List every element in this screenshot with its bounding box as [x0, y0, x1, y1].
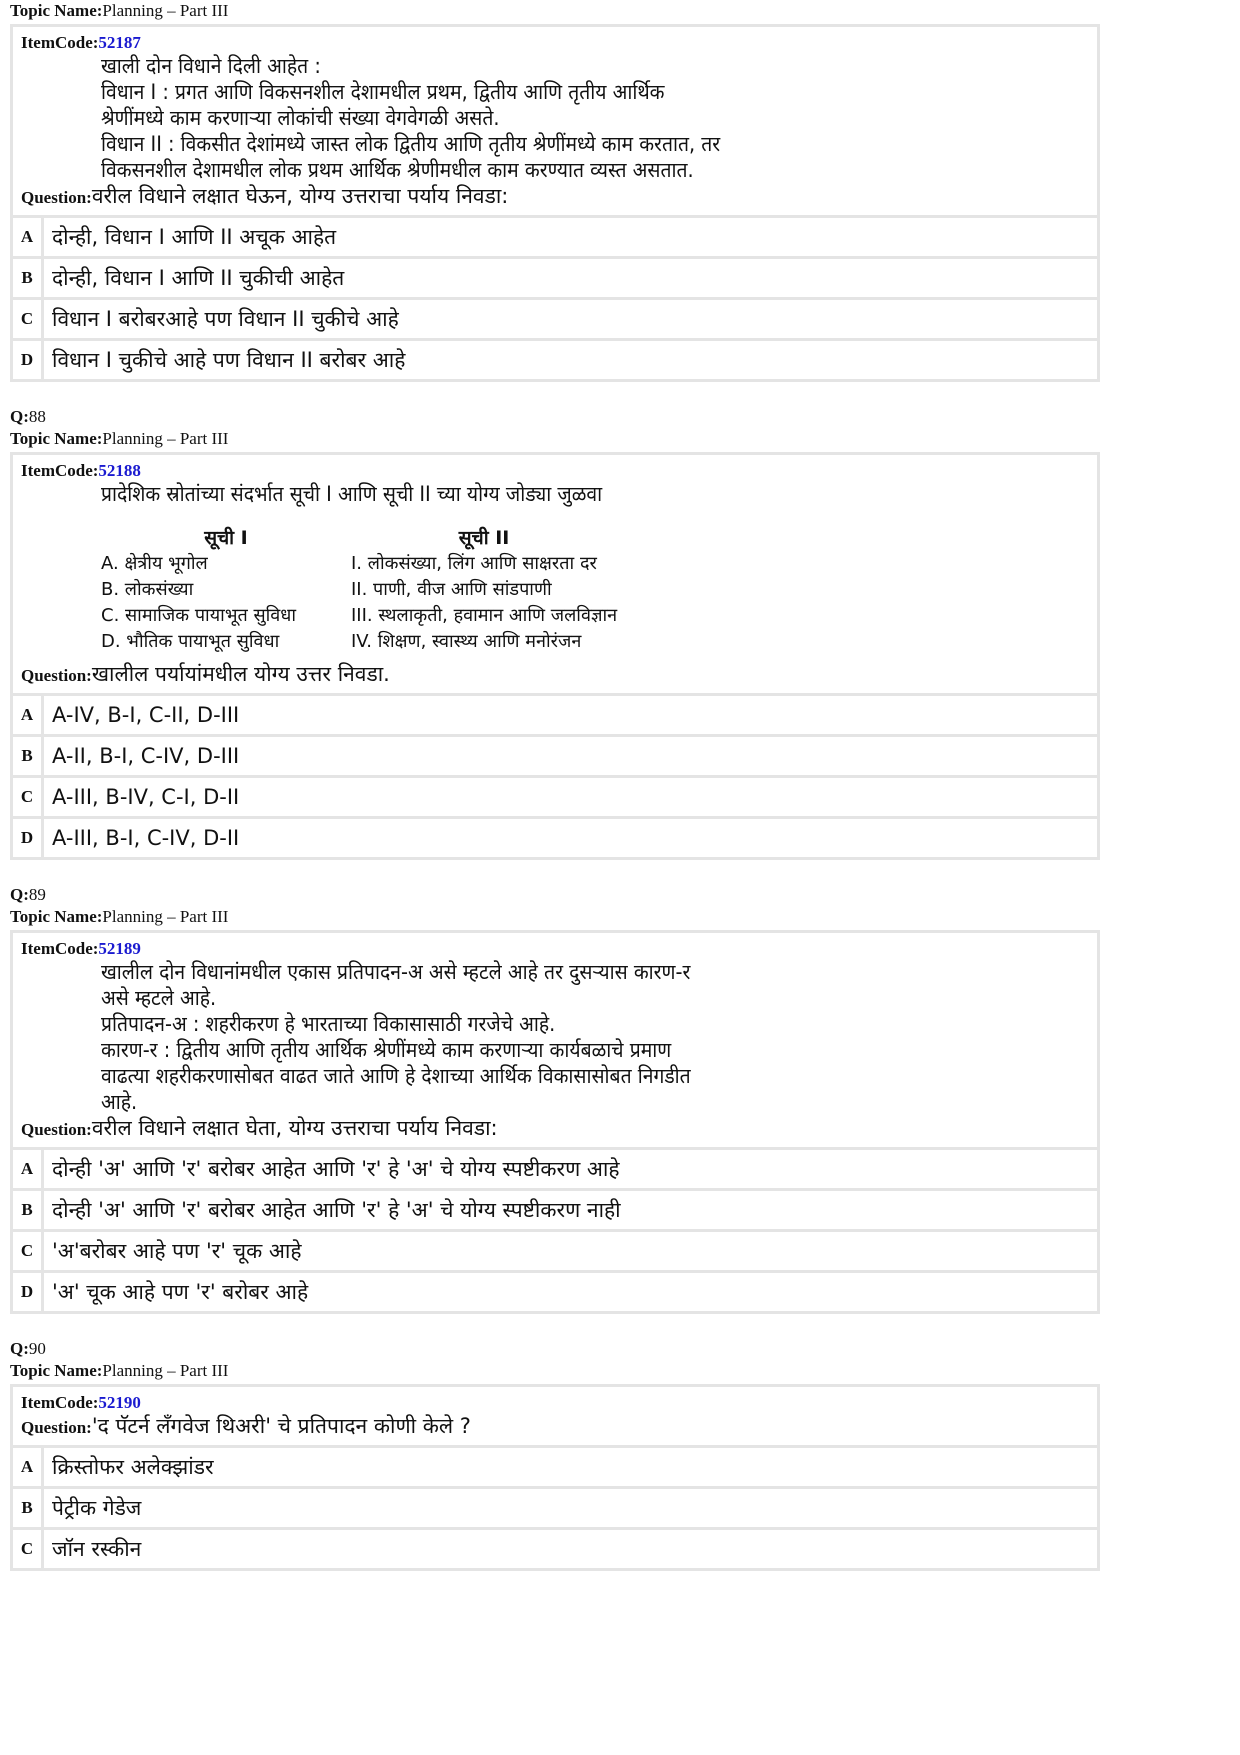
list-1-item: A. क्षेत्रीय भूगोल	[101, 553, 208, 574]
question-card	[10, 452, 1100, 860]
question-number-value: 88	[28, 407, 46, 426]
stem-line: विकसनशील देशामधील लोक प्रथम आर्थिक श्रेणीमधील काम करण्यात व्यस्त असतात.	[101, 158, 694, 182]
topic-value: Planning – Part III	[102, 907, 229, 926]
question-number	[10, 1338, 1100, 1360]
option-d[interactable]	[13, 1270, 1097, 1311]
item-code-label: ItemCode:	[21, 939, 99, 958]
stem-line: आहे.	[101, 1090, 138, 1114]
spacer	[10, 382, 1100, 406]
question-value: वरील विधाने लक्षात घेता, योग्य उत्तराचा पर्याय निवडा:	[91, 1116, 498, 1140]
stem-line: प्रादेशिक स्रोतांच्या संदर्भात सूची I आणि सूची II च्या योग्य जोड्या जुळवा	[101, 482, 603, 506]
option-text: A-II, B-I, C-IV, D-III	[52, 744, 240, 768]
question-text	[21, 1413, 1089, 1441]
topic-label: Topic Name:	[10, 907, 103, 926]
question-label: Question:	[21, 188, 92, 207]
question-number-label: Q:	[10, 407, 29, 426]
option-letter: A	[13, 1448, 44, 1486]
option-a[interactable]	[13, 1445, 1097, 1486]
question-value: वरील विधाने लक्षात घेऊन, योग्य उत्तराचा पर्याय निवडा:	[91, 184, 509, 208]
list-2-item: III. स्थलाकृती, हवामान आणि जलविज्ञान	[351, 605, 618, 626]
list-2-item: IV. शिक्षण, स्वास्थ्य आणि मनोरंजन	[351, 631, 582, 652]
question-text	[21, 1115, 1089, 1143]
match-row	[101, 577, 617, 603]
topic-value: Planning – Part III	[102, 429, 229, 448]
option-c[interactable]	[13, 775, 1097, 816]
option-text: दोन्ही, विधान I आणि II चुकीची आहेत	[52, 266, 345, 290]
item-code-value: 52187	[98, 33, 141, 52]
topic-label: Topic Name:	[10, 1361, 103, 1380]
question-stem	[13, 1387, 1097, 1445]
item-code-value: 52188	[98, 461, 141, 480]
list-1-item: D. भौतिक पायाभूत सुविधा	[101, 631, 280, 652]
option-text: विधान I चुकीचे आहे पण विधान II बरोबर आहे	[52, 348, 406, 372]
topic-name	[10, 0, 1100, 22]
stem-line: विधान II : विकसीत देशांमध्ये जास्त लोक द्वितीय आणि तृतीय श्रेणींमध्ये काम करतात, तर	[101, 132, 721, 156]
option-d[interactable]	[13, 816, 1097, 857]
question-value: खालील पर्यायांमधील योग्य उत्तर निवडा.	[91, 662, 390, 686]
item-code-label: ItemCode:	[21, 461, 99, 480]
question-number	[10, 406, 1100, 428]
item-code	[21, 1393, 1089, 1413]
option-letter: D	[13, 1273, 44, 1311]
item-code-label: ItemCode:	[21, 33, 99, 52]
option-text: क्रिस्तोफर अलेक्झांडर	[52, 1455, 214, 1479]
list-1-heading: सूची I	[204, 527, 248, 549]
option-d[interactable]	[13, 338, 1097, 379]
stem-line: खालील दोन विधानांमधील एकास प्रतिपादन-अ असे म्हटले आहे तर दुसऱ्यास कारण-र	[101, 960, 691, 984]
topic-value: Planning – Part III	[102, 1361, 229, 1380]
list-1-item: B. लोकसंख्या	[101, 579, 194, 600]
option-text: A-III, B-I, C-IV, D-II	[52, 826, 240, 850]
option-c[interactable]	[13, 297, 1097, 338]
question-value: 'द पॅटर्न लँगवेज थिअरी' चे प्रतिपादन कोणी केले ?	[91, 1414, 471, 1438]
spacer	[10, 860, 1100, 884]
topic-name	[10, 906, 1100, 928]
option-text: 'अ'बरोबर आहे पण 'र' चूक आहे	[52, 1239, 302, 1263]
stem-line: वाढत्या शहरीकरणासोबत वाढत जाते आणि हे देशाच्या आर्थिक विकासासोबत निगडीत	[101, 1064, 691, 1088]
question-stem	[13, 27, 1097, 215]
topic-name	[10, 1360, 1100, 1382]
stem-line: प्रतिपादन-अ : शहरीकरण हे भारताच्या विकासासाठी गरजेचे आहे.	[101, 1012, 556, 1036]
option-b[interactable]	[13, 1188, 1097, 1229]
option-text: दोन्ही 'अ' आणि 'र' बरोबर आहेत आणि 'र' हे 'अ' चे योग्य स्पष्टीकरण नाही	[52, 1198, 621, 1222]
question-card	[10, 930, 1100, 1314]
option-letter: C	[13, 778, 44, 816]
list-2-item: I. लोकसंख्या, लिंग आणि साक्षरता दर	[351, 553, 597, 574]
item-code-label: ItemCode:	[21, 1393, 99, 1412]
question-label: Question:	[21, 1418, 92, 1437]
item-code	[21, 461, 1089, 481]
topic-label: Topic Name:	[10, 1, 103, 20]
stem-line: असे म्हटले आहे.	[101, 986, 217, 1010]
question-number-label: Q:	[10, 1339, 29, 1358]
option-text: दोन्ही 'अ' आणि 'र' बरोबर आहेत आणि 'र' हे 'अ' चे योग्य स्पष्टीकरण आहे	[52, 1157, 620, 1181]
option-letter: A	[13, 1150, 44, 1188]
question-text	[21, 183, 1089, 211]
list-2-heading: सूची II	[458, 527, 510, 549]
stem-line: कारण-र : द्वितीय आणि तृतीय आर्थिक श्रेणींमध्ये काम करणाऱ्या कार्यबळाचे प्रमाण	[101, 1038, 672, 1062]
question-number-value: 90	[28, 1339, 46, 1358]
option-text: जॉन रस्कीन	[52, 1537, 142, 1561]
question-card	[10, 1384, 1100, 1571]
option-c[interactable]	[13, 1527, 1097, 1568]
stem-line: खाली दोन विधाने दिली आहेत :	[101, 54, 321, 78]
stem-line: श्रेणींमध्ये काम करणाऱ्या लोकांची संख्या वेगवेगळी असते.	[101, 106, 500, 130]
topic-value: Planning – Part III	[102, 1, 229, 20]
question-text	[21, 661, 1089, 689]
option-a[interactable]	[13, 693, 1097, 734]
option-text: 'अ' चूक आहे पण 'र' बरोबर आहे	[52, 1280, 309, 1304]
question-number	[10, 884, 1100, 906]
question-label: Question:	[21, 666, 92, 685]
match-table	[101, 523, 617, 655]
option-letter: A	[13, 218, 44, 256]
match-row	[101, 551, 617, 577]
option-b[interactable]	[13, 734, 1097, 775]
option-a[interactable]	[13, 215, 1097, 256]
topic-name	[10, 428, 1100, 450]
list-2-item: II. पाणी, वीज आणि सांडपाणी	[351, 579, 552, 600]
question-card	[10, 24, 1100, 382]
match-row	[101, 629, 617, 655]
stem-line: विधान I : प्रगत आणि विकसनशील देशामधील प्रथम, द्वितीय आणि तृतीय आर्थिक	[101, 80, 665, 104]
option-letter: C	[13, 1530, 44, 1568]
option-a[interactable]	[13, 1147, 1097, 1188]
topic-label: Topic Name:	[10, 429, 103, 448]
option-letter: C	[13, 300, 44, 338]
question-stem	[13, 455, 1097, 693]
match-row	[101, 603, 617, 629]
question-number-value: 89	[28, 885, 46, 904]
item-code	[21, 33, 1089, 53]
item-code-value: 52190	[98, 1393, 141, 1412]
question-stem	[13, 933, 1097, 1147]
option-text: दोन्ही, विधान I आणि II अचूक आहेत	[52, 225, 337, 249]
option-b[interactable]	[13, 1486, 1097, 1527]
option-letter: D	[13, 341, 44, 379]
option-b[interactable]	[13, 256, 1097, 297]
question-number-label: Q:	[10, 885, 29, 904]
option-letter: B	[13, 259, 44, 297]
option-letter: B	[13, 1489, 44, 1527]
option-text: A-IV, B-I, C-II, D-III	[52, 703, 240, 727]
item-code	[21, 939, 1089, 959]
question-label: Question:	[21, 1120, 92, 1139]
spacer	[10, 1314, 1100, 1338]
item-code-value: 52189	[98, 939, 141, 958]
option-c[interactable]	[13, 1229, 1097, 1270]
option-letter: D	[13, 819, 44, 857]
option-text: विधान I बरोबरआहे पण विधान II चुकीचे आहे	[52, 307, 399, 331]
option-letter: B	[13, 1191, 44, 1229]
option-letter: B	[13, 737, 44, 775]
option-letter: C	[13, 1232, 44, 1270]
option-text: A-III, B-IV, C-I, D-II	[52, 785, 240, 809]
option-letter: A	[13, 696, 44, 734]
option-text: पेट्रीक गेडेज	[52, 1496, 142, 1520]
list-1-item: C. सामाजिक पायाभूत सुविधा	[101, 605, 297, 626]
